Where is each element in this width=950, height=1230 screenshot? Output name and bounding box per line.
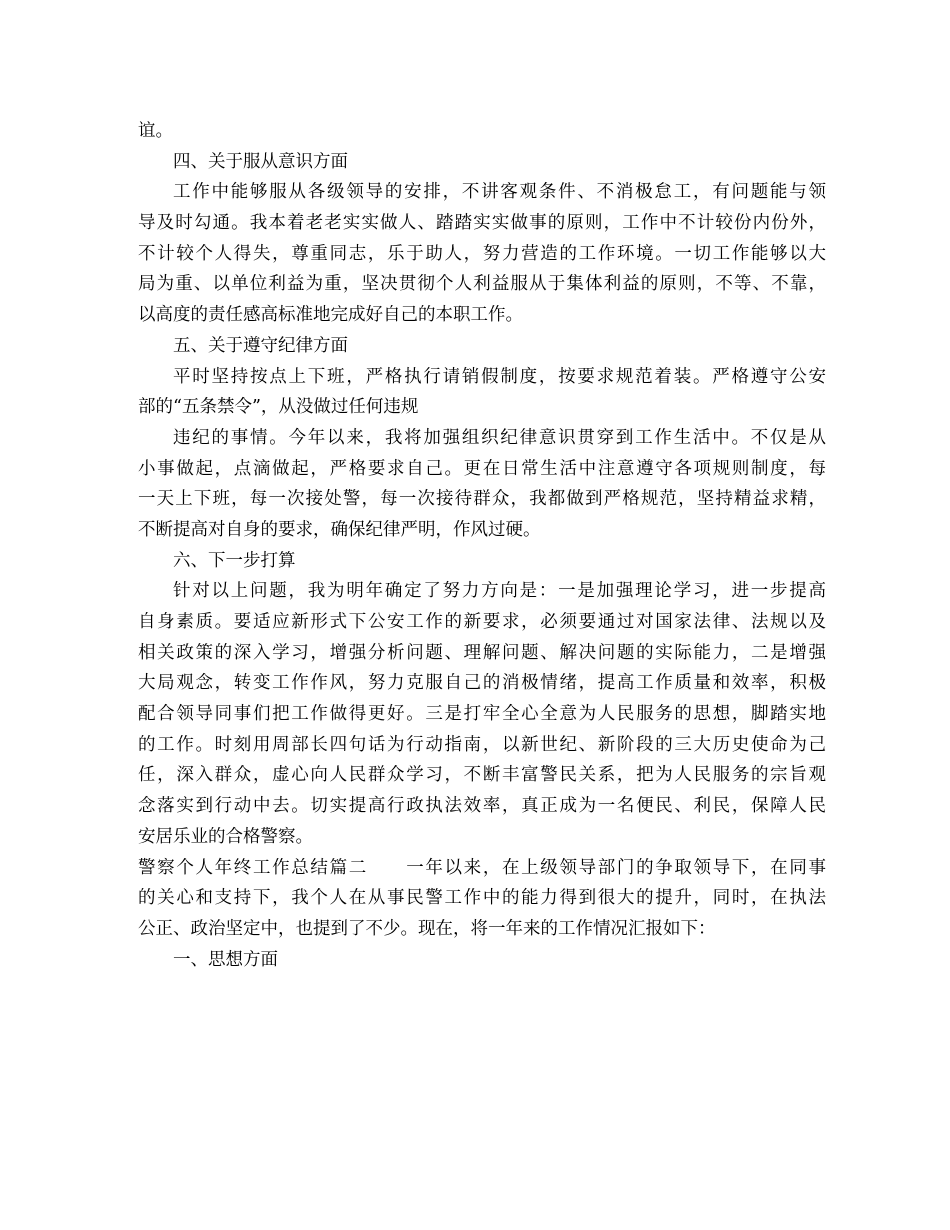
text-line: 四、关于服从意识方面 bbox=[173, 151, 348, 172]
text-line: 谊。 bbox=[138, 121, 173, 141]
text-line: 以高度的责任感高标准地完成好自己的本职工作。 bbox=[138, 305, 523, 326]
text-line: 一天上下班，每一次接处警，每一次接待群众，我都做到严格规范，坚持精益求精， bbox=[138, 489, 826, 510]
text-line: 六、下一步打算 bbox=[173, 550, 296, 571]
text-line: 配合领导同事们把工作做得更好。三是打牢全心全意为人民服务的思想，脚踏实地 bbox=[138, 704, 826, 725]
text-line: 局为重、以单位利益为重，坚决贯彻个人利益服从于集体利益的原则，不等、不靠， bbox=[138, 274, 826, 295]
text-line: 念落实到行动中去。切实提高行政执法效率，真正成为一名便民、利民，保障人民 bbox=[138, 796, 826, 817]
text-line: 五、关于遵守纪律方面 bbox=[173, 335, 348, 356]
document-page bbox=[138, 116, 826, 975]
text-line: 安居乐业的合格警察。 bbox=[138, 826, 313, 847]
text-line: 不计较个人得失，尊重同志，乐于助人，努力营造的工作环境。一切工作能够以大 bbox=[138, 243, 826, 264]
text-line: 针对以上问题，我为明年确定了努力方向是：一是加强理论学习，进一步提高 bbox=[173, 581, 826, 602]
text-line: 一、思想方面 bbox=[173, 949, 278, 970]
text-line: 相关政策的深入学习，增强分析问题、理解问题、解决问题的实际能力，二是增强 bbox=[138, 642, 826, 663]
text-line: 的工作。时刻用周部长四句话为行动指南，以新世纪、新阶段的三大历史使命为己 bbox=[138, 734, 826, 755]
text-line: 任，深入群众，虚心向人民群众学习，不断丰富警民关系，把为人民服务的宗旨观 bbox=[138, 765, 826, 786]
text-line: 部的“五条禁令”，从没做过任何违规 bbox=[138, 397, 419, 418]
text-line: 警察个人年终工作总结篇二 一年以来，在上级领导部门的争取领导下，在同事 bbox=[138, 857, 826, 878]
text-line: 不断提高对自身的要求，确保纪律严明，作风过硬。 bbox=[138, 519, 541, 540]
text-line: 违纪的事情。今年以来，我将加强组织纪律意识贯穿到工作生活中。不仅是从 bbox=[173, 427, 826, 448]
text-line: 导及时勾通。我本着老老实实做人、踏踏实实做事的原则，工作中不计较份内份外， bbox=[138, 213, 826, 234]
text-line: 小事做起，点滴做起，严格要求自己。更在日常生活中注意遵守各项规则制度，每 bbox=[138, 458, 826, 479]
text-line: 公正、政治坚定中，也提到了不少。现在，将一年来的工作情况汇报如下： bbox=[138, 918, 716, 939]
text-line: 大局观念，转变工作作风，努力克服自己的消极情绪，提高工作质量和效率，积极 bbox=[138, 673, 826, 694]
text-line: 自身素质。要适应新形式下公安工作的新要求，必须要通过对国家法律、法规以及 bbox=[138, 612, 826, 632]
text-line: 平时坚持按点上下班，严格执行请销假制度，按要求规范着装。严格遵守公安 bbox=[173, 366, 826, 387]
text-line: 工作中能够服从各级领导的安排，不讲客观条件、不消极怠工，有问题能与领 bbox=[173, 182, 826, 203]
text-line: 的关心和支持下，我个人在从事民警工作中的能力得到很大的提升，同时，在执法 bbox=[138, 888, 826, 909]
